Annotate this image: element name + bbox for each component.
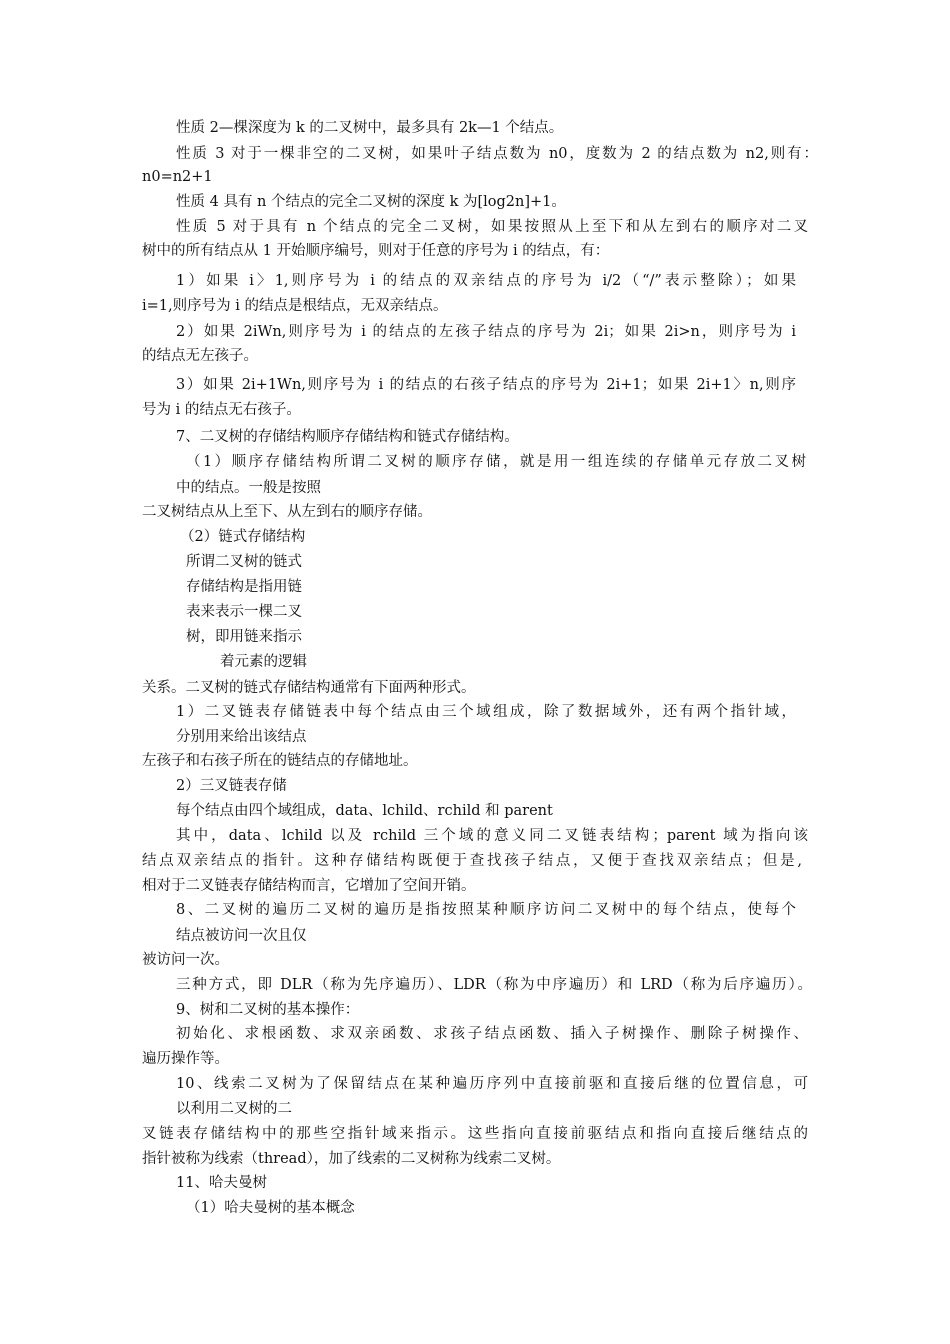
text-line: 性质 2—棵深度为 k 的二叉树中，最多具有 2k—1 个结点。 xyxy=(176,120,564,136)
text-line: 结点被访问一次且仅 xyxy=(176,928,307,944)
text-line: 9、树和二叉树的基本操作： xyxy=(176,1002,360,1018)
text-line: （1）顺序存储结构所谓二叉树的顺序存储，就是用一组连续的存储单元存放二叉树 xyxy=(186,454,806,470)
text-line: 叉链表存储结构中的那些空指针域来指示。这些指向直接前驱结点和指向直接后继结点的 xyxy=(142,1126,808,1142)
text-line: n0=n2+1 xyxy=(142,169,213,185)
text-line: 11、哈夫曼树 xyxy=(176,1175,267,1191)
text-line: 所谓二叉树的链式 xyxy=(186,554,302,570)
text-line: 1）如果 i〉1,则序号为 i 的结点的双亲结点的序号为 i/2（“/”表示整除）；如果 xyxy=(176,273,796,289)
text-line: 初始化、求根函数、求双亲函数、求孩子结点函数、插入子树操作、删除子树操作、 xyxy=(176,1026,808,1042)
text-line: 性质 4 具有 n 个结点的完全二叉树的深度 k 为[log2n]+1。 xyxy=(176,194,566,210)
text-line: 7、二叉树的存储结构顺序存储结构和链式存储结构。 xyxy=(176,429,519,445)
text-line: 1）二叉链表存储链表中每个结点由三个域组成，除了数据域外，还有两个指针域， xyxy=(176,704,796,720)
text-line: 其中，data、lchild 以及 rchild 三个域的意义同二叉链表结构；parent 域为指向该 xyxy=(176,828,808,844)
text-line: 指针被称为线索（thread），加了线索的二叉树称为线索二叉树。 xyxy=(142,1151,561,1167)
text-line: 2）如果 2iWn,则序号为 i 的结点的左孩子结点的序号为 2i；如果 2i>n，则序号为 i xyxy=(176,324,796,340)
text-line: 每个结点由四个域组成，data、lchild、rchild 和 parent xyxy=(176,803,553,819)
text-line: 被访问一次。 xyxy=(142,952,229,968)
text-line: 遍历操作等。 xyxy=(142,1051,229,1067)
text-line: 表来表示一棵二叉 xyxy=(186,604,302,620)
text-line: 树，即用链来指示 xyxy=(186,629,302,645)
text-line: 关系。二叉树的链式存储结构通常有下面两种形式。 xyxy=(142,680,476,696)
text-line: 左孩子和右孩子所在的链结点的存储地址。 xyxy=(142,753,418,769)
text-line: 中的结点。一般是按照 xyxy=(176,480,321,496)
text-line: 结点双亲结点的指针。这种存储结构既便于查找孩子结点，又便于查找双亲结点；但是, xyxy=(142,853,802,869)
text-line: 号为 i 的结点无右孩子。 xyxy=(142,402,301,418)
text-line: 性质 3 对于一棵非空的二叉树，如果叶子结点数为 n0，度数为 2 的结点数为 n2,则有： xyxy=(176,146,818,162)
text-line: 三种方式，即 DLR（称为先序遍历）、LDR（称为中序遍历）和 LRD（称为后序遍历）。 xyxy=(176,977,812,993)
text-line: 性质 5 对于具有 n 个结点的完全二叉树，如果按照从上至下和从左到右的顺序对二叉 xyxy=(176,219,808,235)
text-line: i=1,则序号为 i 的结点是根结点，无双亲结点。 xyxy=(142,298,448,314)
text-line: 树中的所有结点从 1 开始顺序编号，则对于任意的序号为 i 的结点，有： xyxy=(142,243,610,259)
text-line: 分别用来给出该结点 xyxy=(176,729,307,745)
text-line: （1）哈夫曼树的基本概念 xyxy=(186,1200,355,1216)
text-line: 3）如果 2i+1Wn,则序号为 i 的结点的右孩子结点的序号为 2i+1；如果 2i+1〉n,则序 xyxy=(176,377,796,393)
text-line: 存储结构是指用链 xyxy=(186,579,302,595)
text-line: 8、二叉树的遍历二叉树的遍历是指按照某种顺序访问二叉树中的每个结点，使每个 xyxy=(176,902,796,918)
text-line: 10、线索二叉树为了保留结点在某种遍历序列中直接前驱和直接后继的位置信息，可 xyxy=(176,1076,808,1092)
text-line: （2）链式存储结构 xyxy=(180,529,306,545)
text-line: 着元素的逻辑 xyxy=(220,654,307,670)
text-line: 的结点无左孩子。 xyxy=(142,348,258,364)
text-line: 2）三叉链表存储 xyxy=(176,778,287,794)
text-line: 以利用二叉树的二 xyxy=(176,1101,292,1117)
text-line: 相对于二叉链表存储结构而言，它增加了空间开销。 xyxy=(142,878,476,894)
text-line: 二叉树结点从上至下、从左到右的顺序存储。 xyxy=(142,504,432,520)
